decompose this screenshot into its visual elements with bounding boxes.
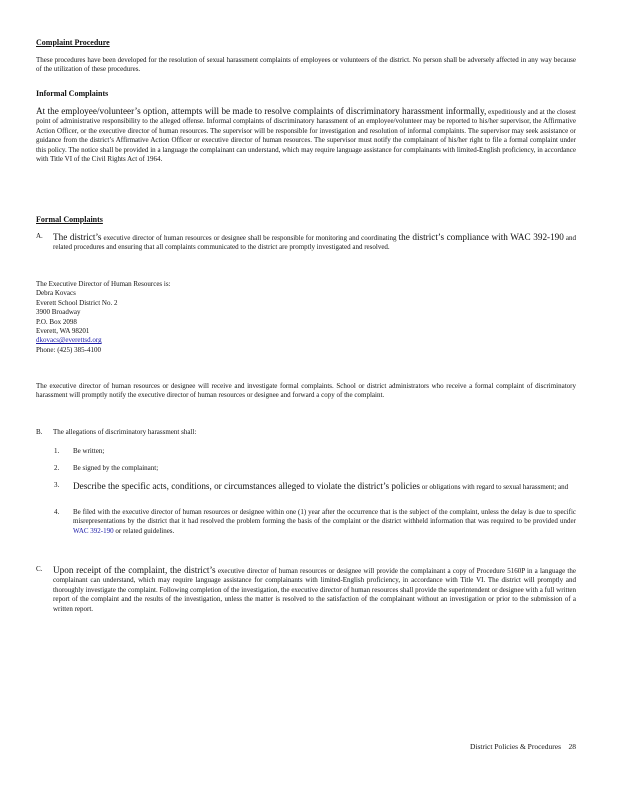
list-item: [36, 464, 576, 473]
intro-paragraph: These procedures have been developed for the resolution of sexual harassment complaints of employees or volunteers of the district. No person shall be adversely affected in any way because of the utilization of these procedures.: [36, 56, 576, 74]
contact-street: 3900 Broadway: [36, 308, 81, 317]
formal-section-a: [36, 232, 576, 253]
contact-city: Everett, WA 98201: [36, 326, 90, 335]
section-c-lead: Upon receipt of the complaint, the district’s: [53, 565, 216, 575]
list-item-lead: Describe the specific acts, conditions, or circumstances alleged to violate the district’s policies: [73, 481, 420, 491]
list-item-number: 2.: [54, 464, 60, 472]
list-item-text: Be written;: [73, 447, 105, 455]
list-item-text: Be signed by the complainant;: [73, 464, 159, 472]
list-item-number: 4.: [54, 508, 60, 516]
formal-section-c: [36, 565, 576, 614]
contact-pobox: P.O. Box 2098: [36, 317, 77, 326]
page-footer: [470, 742, 576, 751]
section-a-text: [36, 232, 576, 253]
contact-phone: Phone: (425) 385-4100: [36, 345, 101, 354]
executive-director-paragraph: The executive director of human resources or designee will receive and investigate formal complaints. School or district administrators who receive a formal complaint of discriminatory harassment will promptly notify the executive director of human resources or designee and forward a copy of the complaint.: [36, 382, 576, 400]
list-item-number: 1.: [54, 447, 60, 455]
list-item: [36, 447, 576, 456]
section-a-marker: A.: [36, 232, 43, 240]
informal-body: expeditiously and at the closest point of administrative responsibility to the alleged offense. Informal complaints of discriminatory harassment of an employee/volunteer may be reported to his/her supervisor, the Affirmative Action Officer, or the executive director of human resources. The supervisor will be responsible for investigation and resolution of informal complaints. The supervisor may seek assistance or guidance from the district’s Affirmative Action Officer or executive director of human resources. The supervisor must notify the complainant of his/her right to file a formal complaint under this policy. The notice shall be provided in a language the complainant can understand, which may require language assistance for complainants with limited-English proficiency, in accordance with Title VI of the Civil Rights Act of 1964.: [36, 108, 577, 164]
section-a-lead2: the district’s compliance with WAC 392-190: [398, 232, 564, 242]
list-item-body: Be filed with the executive director of human resources or designee within one (1) year after the occurrence that is the subject of the complaint, unless the delay is due to specific misrepresentations by the district that it had resolved the problem forming the basis of the complaint or the district withheld information that was required to be provided under: [73, 508, 576, 526]
section-a-lead: The district’s: [53, 232, 102, 242]
section-c-text: [36, 565, 576, 614]
contact-org: Everett School District No. 2: [36, 298, 118, 307]
contact-email-link[interactable]: dkovacs@everettsd.org: [36, 336, 102, 345]
contact-intro: The Executive Director of Human Resources is:: [36, 280, 171, 288]
section-a-rest: and related procedures and ensuring that all complaints communicated to the district are promptly investigated and resolved.: [53, 234, 577, 252]
informal-lead: At the employee/volunteer’s option, attempts will be made to resolve complaints of discriminatory harassment informally,: [36, 106, 487, 116]
list-item-rest: or obligations with regard to sexual harassment; and: [419, 483, 569, 491]
list-item-text: [36, 508, 576, 536]
contact-block: [36, 280, 576, 355]
heading-complaint-procedure: Complaint Procedure: [36, 38, 110, 47]
list-item: [36, 508, 576, 536]
list-item: [36, 481, 576, 492]
formal-section-b: [36, 428, 576, 437]
list-item-text: [36, 481, 576, 492]
list-item-number: 3.: [54, 481, 60, 489]
page-number: 28: [568, 742, 576, 751]
footer-title: District Policies & Procedures: [469, 742, 561, 751]
section-c-body: executive director of human resources or designee will provide the complainant a copy of Procedure 5160P in a language the complainant can understand, which may require language assistance for complainants with limited-English proficiency, in accordance with Title VI. The district will promptly and thoroughly investigate the complaint. Following completion of the investigation, the executive director of human resources shall provide the superintendent or designee with a full written report of the complaint and the results of the investigation, unless the matter is resolved to the satisfaction of the complainant without an investigation or prior to the submission of a written report.: [53, 567, 576, 613]
heading-informal-complaints: Informal Complaints: [36, 89, 109, 98]
informal-paragraph: [36, 106, 576, 164]
wac-link[interactable]: WAC 392-190: [73, 526, 114, 535]
section-b-marker: B.: [36, 428, 43, 436]
section-b-text: The allegations of discriminatory harassment shall:: [53, 428, 197, 436]
heading-formal-complaints: Formal Complaints: [36, 215, 103, 224]
section-c-marker: C.: [36, 565, 43, 573]
section-a-mid: executive director of human resources or designee shall be responsible for monitoring and coordinating: [101, 234, 397, 242]
contact-name: Debra Kovacs: [36, 289, 76, 298]
list-item-tail: or related guidelines.: [113, 526, 175, 535]
